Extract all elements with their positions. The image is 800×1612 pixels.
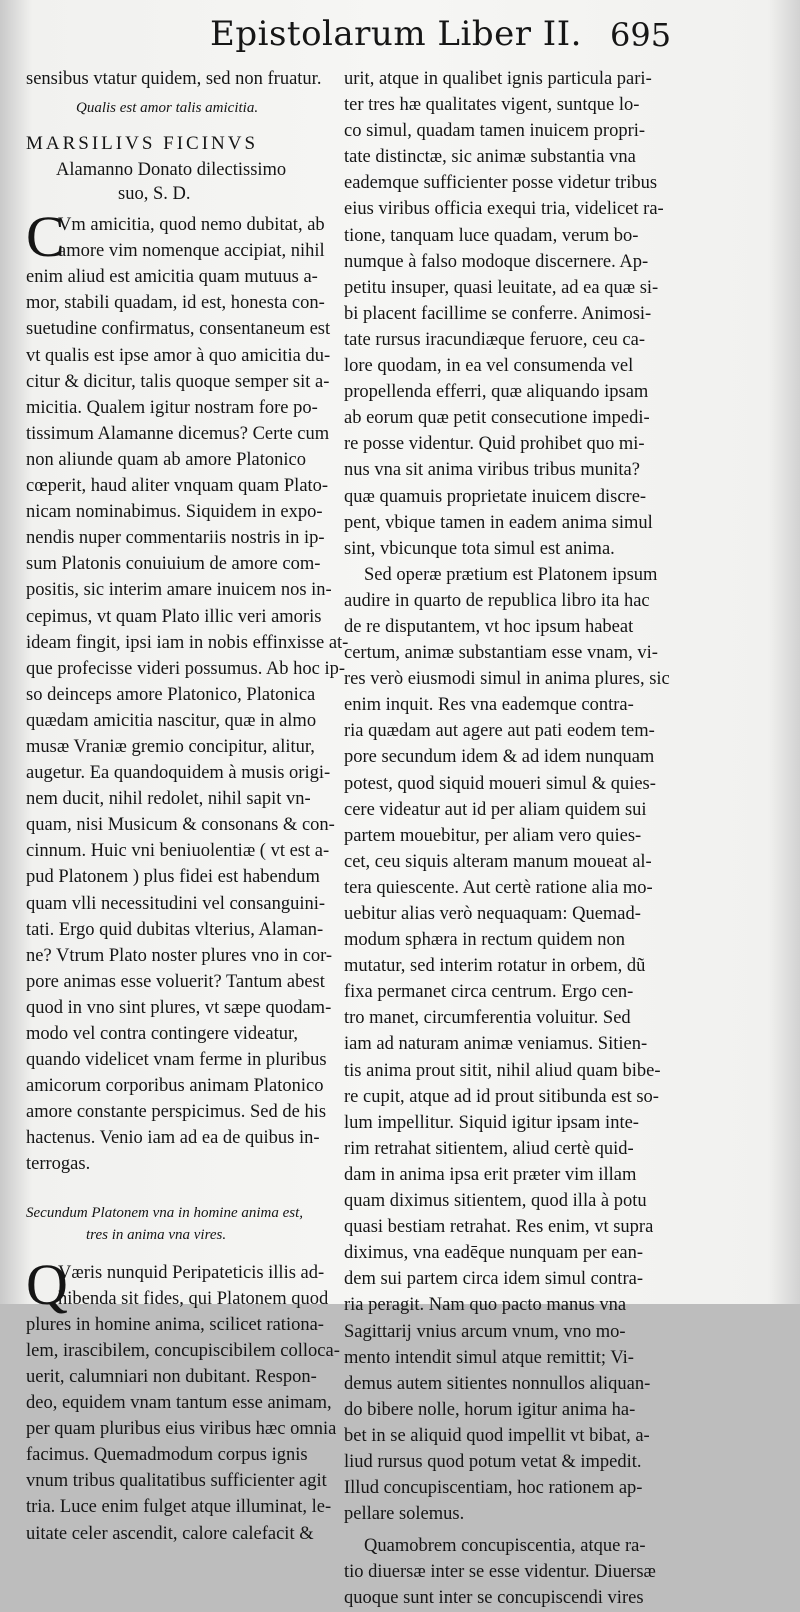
text-line: quasi bestiam retrahat. Res enim, vt supra	[344, 1217, 654, 1238]
text-line: ria quædam aut agere aut pati eodem tem-	[344, 721, 655, 742]
text-line: quando videlicet vnam ferme in pluribus	[26, 1050, 327, 1071]
left-column	[26, 66, 349, 1547]
text-line: so deinceps amore Platonico, Platonica	[26, 684, 316, 705]
text-line: amicorum corporibus animam Platonico	[26, 1076, 324, 1097]
text-line: de re disputantem, vt hoc ipsum habeat	[344, 616, 634, 637]
text-line: amore vim nomenque accipiat, nihil	[58, 241, 325, 262]
drop-capital: Q	[26, 1251, 68, 1317]
text-line: pent, vbique tamen in eadem anima simul	[344, 512, 653, 533]
text-line: dam in anima ipsa erit præter vim illam	[344, 1164, 637, 1185]
text-line: modum sphæra in rectum quidem non	[344, 930, 626, 951]
text-line: ria peragit. Nam quo pacto manus vna	[344, 1295, 627, 1316]
text-line: quam diximus sitientem, quod illa à potu	[344, 1191, 647, 1212]
text-line: do bibere nolle, horum igitur anima ha-	[344, 1399, 636, 1420]
text-line: uebitur alias verò nequaquam: Quemad-	[344, 904, 641, 924]
text-line: tate rursus iracundiæque feruore, ceu ca-	[344, 329, 645, 350]
text-line: enim aliud est amicitia quam mutuus a-	[26, 267, 318, 288]
text-line: tione, tanquam luce quadam, verum bo-	[344, 225, 639, 246]
text-line: Vm amicitia, quod nemo dubitat, ab	[58, 215, 325, 236]
text-line: ideam fingit, ipsi iam in nobis effinxisse at-	[26, 632, 349, 653]
text-line: bet in se aliquid quod impellit vt bibat, a-	[344, 1425, 650, 1446]
text-line: tera quiescente. Aut certè ratione alia mo-	[344, 877, 653, 898]
text-line: ne? Vtrum Plato noster plures vno in cor-	[26, 945, 333, 966]
text-line: deo, equidem vnam tantum esse animam,	[26, 1393, 332, 1414]
text-line: uitate celer ascendit, calore calefacit &	[26, 1523, 314, 1544]
text-line: iam ad naturam animæ veniamus. Sitien-	[344, 1034, 648, 1055]
letter-1-body	[26, 264, 349, 1177]
text-line: quod in vno sint plures, vt sæpe quodam-	[26, 997, 332, 1018]
text-line: mor, stabili quadam, id est, honesta con-	[26, 293, 325, 314]
text-line: sint, vbicunque tota simul est anima.	[344, 538, 615, 559]
text-line: augetur. Ea quandoquidem à musis origi-	[26, 763, 331, 784]
text-line: tissimum Alamanne dicemus? Certe cum	[26, 423, 330, 444]
text-line: lem, irascibilem, concupiscibilem colloca-	[26, 1340, 340, 1361]
maxim-heading: Qualis est amor talis amicitia.	[76, 100, 259, 117]
text-line: urit, atque in qualibet ignis particula pari-	[344, 69, 652, 89]
text-line: enim inquit. Res vna eademque contra-	[344, 695, 634, 716]
text-line: cere videatur aut id per aliam quidem sui	[344, 799, 647, 820]
text-line: nus vna sit anima viribus tribus munita?	[344, 460, 640, 481]
text-line: pud Platonem ) plus fidei est habendum	[26, 867, 320, 888]
section-gap	[26, 1246, 338, 1260]
text-line: potest, quod siquid moueri simul & quies-	[344, 773, 656, 794]
text-line: sum Platonis conuiuium de amore com-	[26, 554, 321, 575]
text-line: lore quodam, in ea vel consumenda vel	[344, 356, 634, 377]
text-line: diximus, vna eadēque nunquam per ean-	[344, 1243, 643, 1264]
paragraph-3	[344, 1533, 668, 1611]
salutation-name: MARSILIVS FICINVS	[26, 133, 259, 155]
text-line: modo vel contra contingere videatur,	[26, 1024, 299, 1044]
text-line: co simul, quadam tamen inuicem propri-	[344, 121, 646, 142]
text-line: petitu insuper, quasi leuitate, ad ea quæ si-	[344, 277, 659, 298]
text-line: tis anima prout sitit, nihil aliud quam bibe-	[344, 1060, 661, 1081]
text-line: mutatur, sed interim rotatur in orbem, dũ	[344, 956, 646, 977]
text-line: citur & dicitur, talis quoque semper sit a-	[26, 371, 330, 392]
text-line: vnum tribus qualitatibus sufficienter agit	[26, 1471, 327, 1492]
text-line: micitia. Qualem igitur nostram fore po-	[26, 397, 318, 418]
text-line: quam, nisi Musicum & consonans & con-	[26, 815, 335, 836]
drop-capital: C	[26, 204, 65, 270]
text-line: pellare solemus.	[344, 1504, 465, 1525]
text-line: audire in quarto de republica libro ita hac	[344, 590, 650, 611]
text-line: eius viribus officia exequi tria, videlicet ra-	[344, 199, 664, 220]
text-line: tate distinctæ, sic animæ substantia vna	[344, 147, 636, 168]
text-line: certum, animæ substantiam esse vnam, vi-	[344, 643, 658, 664]
text-line: pore animas esse voluerit? Tantum abest	[26, 971, 325, 992]
text-line: eademque sufficienter posse videtur tribus	[344, 173, 658, 194]
text-line: quoque sunt inter se concupiscendi vires	[344, 1588, 644, 1609]
text-line: pore secundum idem & ad idem nunquam	[344, 747, 655, 768]
salutation-recipient-cont: suo, S. D.	[118, 184, 191, 205]
text-line: mento intendit simul atque remittit; Vi-	[344, 1347, 634, 1368]
text-line: lum impellitur. Siquid igitur ipsam inte-	[344, 1112, 639, 1133]
section-heading: Secundum Platonem vna in homine anima est,	[26, 1204, 304, 1221]
text-line: hibenda sit fides, qui Platonem quod	[58, 1288, 329, 1309]
text-line: bi placent facillime se conferre. Animosi-	[344, 303, 652, 324]
text-line: positis, sic interim amare inuicem nos in-	[26, 580, 332, 601]
text-line: nem ducit, nihil redolet, nihil sapit vn-	[26, 789, 311, 810]
text-line: numque à falso modoque discernere. Ap-	[344, 251, 649, 272]
letter-1	[26, 204, 338, 270]
running-title: Epistolarum Liber II.	[210, 14, 582, 54]
text-line: per quam pluribus eius viribus hæc omnia	[26, 1419, 337, 1440]
text-line: ter tres hæ qualitates vigent, suntque lo-	[344, 95, 640, 116]
text-line: quædam amicitia nascitur, quæ in almo	[26, 710, 317, 731]
text-line: Sed operæ prætium est Platonem ipsum	[364, 564, 658, 585]
text-line: facimus. Quemadmodum corpus ignis	[26, 1445, 308, 1466]
text-line: liud rursus quod potum vetat & impedit.	[344, 1451, 642, 1472]
text-line: nicam nominabimus. Siquidem in expo-	[26, 502, 323, 523]
text-line: res verò eiusmodi simul in anima plures, sic	[344, 669, 670, 690]
text-line: cinnum. Huic vni beniuolentiæ ( vt est a-	[26, 841, 330, 862]
text-line: plures in homine anima, scilicet rationa-	[26, 1314, 324, 1335]
text-line: quam vlli necessitudini vel consanguini-	[26, 893, 326, 914]
section-gap	[26, 1178, 338, 1202]
text-line: Sagittarij vnius arcum vnum, vno mo-	[344, 1321, 626, 1342]
page-number: 695	[610, 16, 672, 54]
text-line: que profecisse videri possumus. Ab hoc ip-	[26, 658, 346, 679]
text-line: fixa permanet circa centrum. Ergo cen-	[344, 982, 634, 1003]
text-line: suetudine confirmatus, consentaneum est	[26, 319, 331, 340]
text-line: non aliunde quam ab amore Platonico	[26, 449, 306, 470]
text-line: re cupit, atque ad id prout sitibunda est so-	[344, 1086, 659, 1107]
text-line: propellenda efferri, quæ aliquando ipsam	[344, 382, 649, 403]
text-line: nendis nuper commentariis nostris in ip-	[26, 528, 325, 549]
text-line: vt qualis est ipse amor à quo amicitia du-	[26, 345, 331, 366]
text-line: dem sui partem circa idem simul contra-	[344, 1269, 643, 1290]
text-line: terrogas.	[26, 1154, 91, 1175]
text-line: tro manet, circumferentia voluitur. Sed	[344, 1008, 631, 1029]
text-line: amore constante perspicimus. Sed de his	[26, 1102, 327, 1123]
paragraph-1	[344, 66, 668, 562]
carry-over-line: sensibus vtatur quidem, sed non fruatur.	[26, 69, 322, 89]
text-line: tati. Ergo quid dubitas vlterius, Alaman-	[26, 919, 324, 940]
text-line: musæ Vraniæ gremio concipitur, alitur,	[26, 736, 315, 757]
text-line: demus autem sitientes nonnullos aliquan-	[344, 1373, 651, 1394]
text-line: Væris nunquid Peripateticis illis ad-	[58, 1262, 325, 1283]
text-line: Quamobrem concupiscentia, atque ra-	[364, 1536, 646, 1557]
right-column	[344, 66, 668, 1612]
text-line: hactenus. Venio iam ad ea de quibus in-	[26, 1128, 320, 1149]
text-line: ab eorum quæ petit consecutione impedi-	[344, 408, 650, 429]
section-heading-cont: tres in anima vna vires.	[86, 1226, 227, 1243]
text-line: re posse videntur. Quid prohibet quo mi-	[344, 434, 645, 455]
text-line: uerit, calumniari non dubitant. Respon-	[26, 1366, 317, 1387]
text-line: cœperit, haud aliter vnquam quam Plato-	[26, 476, 329, 497]
letter-2-body	[26, 1312, 338, 1547]
text-line: cepimus, vt quam Plato illic veri amoris	[26, 606, 322, 627]
text-line: cet, ceu siquis alteram manum moueat al-	[344, 851, 652, 872]
letter-2	[26, 1251, 338, 1317]
salutation-recipient: Alamanno Donato dilectissimo	[56, 160, 287, 181]
text-line: Illud concupiscentiam, hoc rationem ap-	[344, 1478, 643, 1499]
text-line: tria. Luce enim fulget atque illuminat, le-	[26, 1497, 332, 1518]
paragraph-2	[344, 562, 668, 1527]
text-line: tio diuersæ inter se esse videntur. Diuersæ	[344, 1562, 656, 1583]
text-line: rim retrahat sitientem, aliud certè quid-	[344, 1138, 634, 1159]
text-line: quæ quamuis proprietate inuicem discre-	[344, 486, 647, 507]
text-line: partem mouebitur, per aliam vero quies-	[344, 825, 642, 846]
